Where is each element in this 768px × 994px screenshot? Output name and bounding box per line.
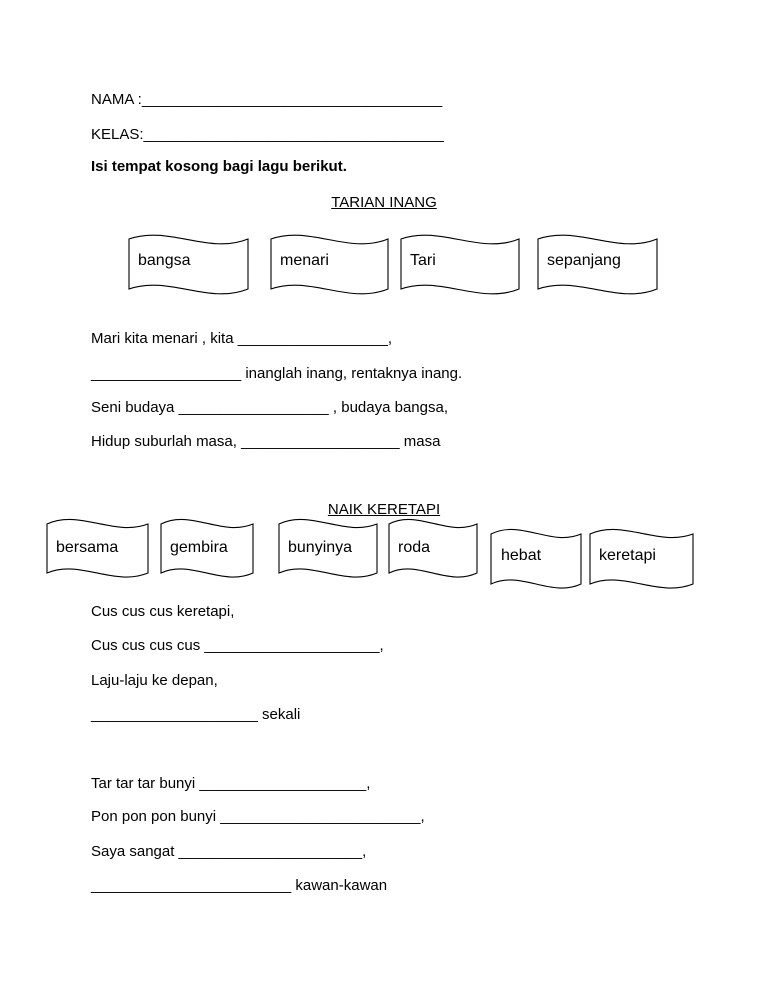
lyric-line: ________________________ kawan-kawan — [91, 877, 388, 894]
word-banner-bunyinya — [278, 517, 378, 580]
lyric-line: Hidup suburlah masa, ___________________ masa — [91, 433, 441, 450]
word-banner-hebat — [490, 527, 582, 591]
lyric-line: Laju-laju ke depan, — [91, 672, 218, 689]
class-line: KELAS:____________________________________ — [91, 126, 444, 143]
lyric-line: __________________ inanglah inang, rentaknya inang. — [91, 365, 463, 382]
name-line: NAMA :____________________________________ — [91, 91, 443, 108]
word-label: roda — [398, 539, 431, 556]
lyric-line: Tar tar tar bunyi ____________________, — [91, 775, 371, 792]
song-title-tarian-inang: TARIAN INANG — [331, 194, 437, 211]
instruction: Isi tempat kosong bagi lagu berikut. — [91, 158, 347, 175]
word-label: Tari — [410, 252, 436, 269]
word-label: hebat — [501, 547, 542, 564]
lyric-line: Saya sangat ______________________, — [91, 843, 367, 860]
lyric-line: Mari kita menari , kita __________________, — [91, 330, 393, 347]
word-label: keretapi — [599, 547, 656, 564]
word-banner-tari — [400, 233, 520, 298]
word-banner-sepanjang — [537, 233, 658, 298]
lyric-line: ____________________ sekali — [91, 706, 301, 723]
lyric-line: Pon pon pon bunyi ________________________, — [91, 808, 425, 825]
word-label: bunyinya — [288, 539, 353, 556]
word-label: menari — [280, 252, 329, 269]
word-banner-keretapi — [589, 527, 694, 591]
word-label: bangsa — [138, 252, 191, 269]
lyric-line: Seni budaya __________________ , budaya bangsa, — [91, 399, 448, 416]
song-title-naik-keretapi: NAIK KERETAPI — [327, 501, 441, 518]
word-label: bersama — [56, 539, 119, 556]
lyric-line: Cus cus cus cus _____________________, — [91, 637, 384, 654]
word-banner-menari — [270, 233, 389, 298]
word-banner-bangsa — [128, 233, 249, 298]
word-banner-gembira — [160, 517, 254, 580]
word-label: sepanjang — [547, 252, 621, 269]
word-banner-bersama — [46, 517, 149, 580]
word-banner-roda — [388, 517, 478, 580]
word-label: gembira — [170, 539, 228, 556]
lyric-line: Cus cus cus keretapi, — [91, 603, 235, 620]
